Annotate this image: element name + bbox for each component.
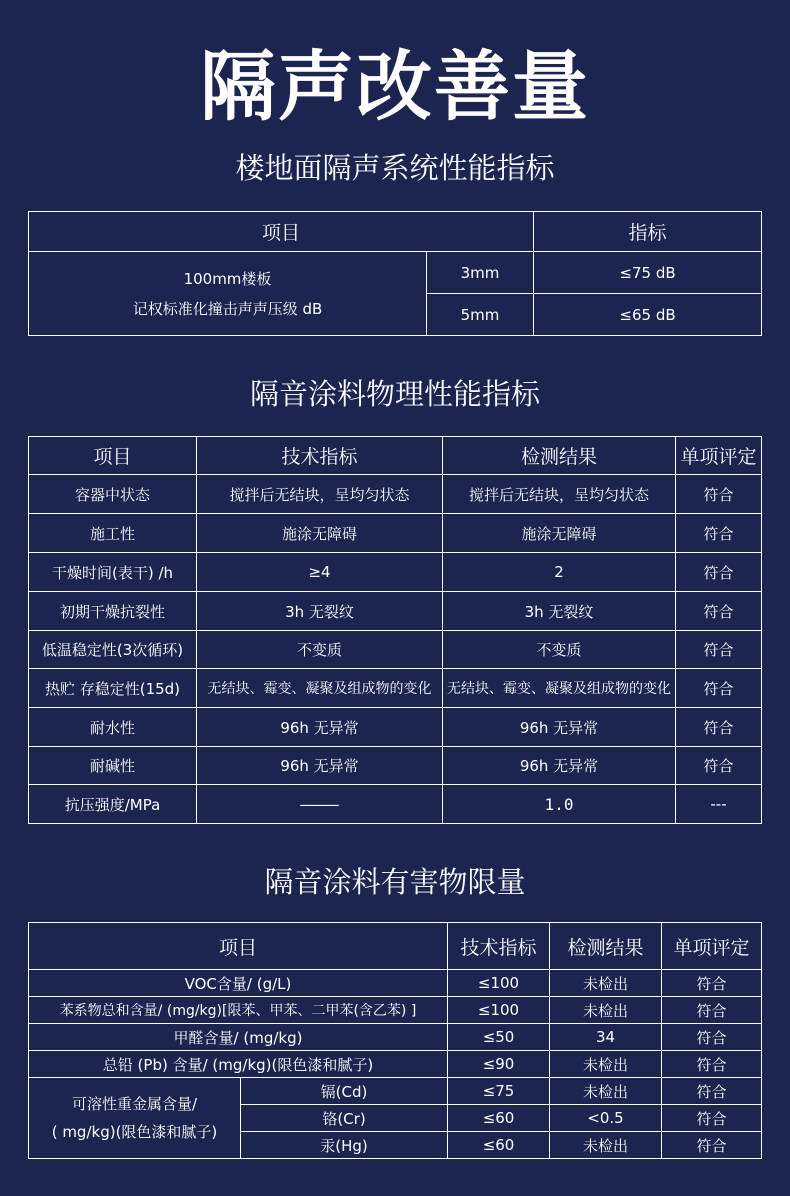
spec-cell: ≥4 [197,553,443,592]
verdict-cell: 符合 [662,1024,762,1051]
verdict-cell: 符合 [662,1132,762,1159]
page-title: 隔声改善量 [200,42,590,131]
spec-cell: ≤100 [448,997,550,1024]
table-header-row [29,212,762,252]
table-row [29,669,762,708]
verdict-cell: 符合 [676,553,762,592]
spec-cell: 搅拌后无结块，呈均匀状态 [197,475,443,514]
item-cell: 干燥时间(表干) /h [29,553,197,592]
table-row [29,1078,762,1105]
table-row [29,970,762,997]
table-row [29,997,762,1024]
verdict-cell: 符合 [676,592,762,631]
item-cell: 耐水性 [29,708,197,747]
verdict-cell: 符合 [662,997,762,1024]
item-cell: 施工性 [29,514,197,553]
table-row [29,1051,762,1078]
item-cell: 容器中状态 [29,475,197,514]
section-title-floor: 楼地面隔声系统性能指标 [235,151,555,185]
header-cell: 技术指标 [197,437,443,475]
metal-name-cell: 汞(Hg) [241,1132,448,1159]
header-cell: 检测结果 [550,923,662,970]
verdict-cell: 符合 [676,747,762,785]
item-cell: 耐碱性 [29,747,197,785]
verdict-cell: --- [676,785,762,824]
table-header-row [29,437,762,475]
heavy-metal-label-line: 可溶性重金属含量/ [71,1095,198,1113]
item-cell: 抗压强度/MPa [29,785,197,824]
table-row [29,514,762,553]
result-cell: 未检出 [550,997,662,1024]
metal-name-cell: 铬(Cr) [241,1105,448,1132]
result-cell: 施涂无障碍 [443,514,676,553]
item-cell: 热贮 存稳定性(15d) [29,669,197,708]
table-row [29,553,762,592]
heavy-metal-label-cell [29,1078,241,1159]
table-row [29,475,762,514]
header-cell: 项目 [29,212,534,252]
spec-cell: ≤100 [448,970,550,997]
item-cell: 初期干燥抗裂性 [29,592,197,631]
verdict-cell: 符合 [676,708,762,747]
table-row [29,1024,762,1051]
verdict-cell: 符合 [676,669,762,708]
table-row [29,785,762,824]
result-cell: 1.0 [443,785,676,824]
result-cell: 不变质 [443,631,676,669]
spec-cell: 施涂无障碍 [197,514,443,553]
verdict-cell: 符合 [676,631,762,669]
item-cell: 甲醛含量/ (mg/kg) [29,1024,448,1051]
result-cell: 未检出 [550,1078,662,1105]
section-title-physical: 隔音涂料物理性能指标 [249,377,540,411]
value-cell: ≤65 dB [534,294,762,336]
verdict-cell: 符合 [662,1105,762,1132]
spec-cell: ≤90 [448,1051,550,1078]
table-row [29,252,762,294]
table-row [29,747,762,785]
result-cell: 3h 无裂纹 [443,592,676,631]
spec-cell: ≤60 [448,1105,550,1132]
table-row [29,592,762,631]
spec-cell: 无结块、霉变、凝聚及组成物的变化 [197,669,443,708]
result-cell: 未检出 [550,1051,662,1078]
header-cell: 单项评定 [662,923,762,970]
spec-cell: 96h 无异常 [197,708,443,747]
spec-cell: ≤75 [448,1078,550,1105]
spec-cell: 96h 无异常 [197,747,443,785]
table-header-row [29,923,762,970]
spec-cell: 3h 无裂纹 [197,592,443,631]
section-title-harmful: 隔音涂料有害物限量 [264,865,526,899]
physical-performance-table [28,436,762,824]
result-cell: 无结块、霉变、凝聚及组成物的变化 [443,669,676,708]
item-cell: 总铅 (Pb) 含量/ (mg/kg)(限色漆和腻子) [29,1051,448,1078]
spec-cell: ≤50 [448,1024,550,1051]
verdict-cell: 符合 [676,475,762,514]
spec-cell: ———— [197,785,443,824]
item-line: 记权标准化撞击声声压级 dB [132,299,323,318]
header-cell: 指标 [534,212,762,252]
header-cell: 项目 [29,437,197,475]
header-cell: 项目 [29,923,448,970]
item-cell: VOC含量/ (g/L) [29,970,448,997]
result-cell: 未检出 [550,1132,662,1159]
result-cell: 34 [550,1024,662,1051]
result-cell: 搅拌后无结块，呈均匀状态 [443,475,676,514]
table-row [29,631,762,669]
header-cell: 检测结果 [443,437,676,475]
thickness-cell: 3mm [427,252,534,294]
thickness-cell: 5mm [427,294,534,336]
verdict-cell: 符合 [676,514,762,553]
item-cell [29,252,427,336]
result-cell: 未检出 [550,970,662,997]
verdict-cell: 符合 [662,1078,762,1105]
item-cell: 苯系物总和含量/ (mg/kg)[限苯、甲苯、二甲苯(含乙苯) ] [29,997,448,1024]
heavy-metal-label-line: ( mg/kg)(限色漆和腻子) [51,1123,218,1141]
spec-cell: 不变质 [197,631,443,669]
harmful-substance-table [28,922,762,1159]
result-cell: 96h 无异常 [443,747,676,785]
spec-cell: ≤60 [448,1132,550,1159]
metal-name-cell: 镉(Cd) [241,1078,448,1105]
verdict-cell: 符合 [662,1051,762,1078]
result-cell: 96h 无异常 [443,708,676,747]
item-cell: 低温稳定性(3次循环) [29,631,197,669]
floor-performance-table [28,211,762,336]
table-row [29,708,762,747]
header-cell: 技术指标 [448,923,550,970]
header-cell: 单项评定 [676,437,762,475]
result-cell: 2 [443,553,676,592]
verdict-cell: 符合 [662,970,762,997]
value-cell: ≤75 dB [534,252,762,294]
item-line: 100mm楼板 [183,269,272,288]
result-cell: <0.5 [550,1105,662,1132]
